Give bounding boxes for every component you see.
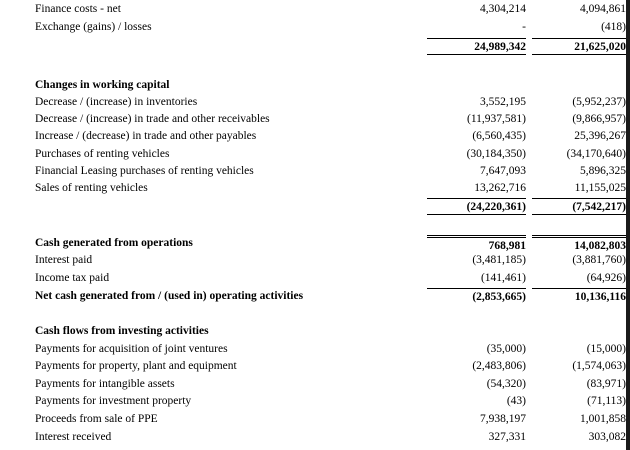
current-year-value (427, 323, 526, 340)
prior-year-value: 4,094,861 (580, 3, 626, 15)
row-label: Sales of renting vehicles (35, 182, 148, 194)
prior-year-value: (15,000) (586, 343, 626, 355)
row-label: Interest received (35, 431, 112, 443)
current-year-value: 4,304,214 (480, 3, 526, 15)
statement-row (0, 252, 630, 269)
current-year-value: - (522, 21, 526, 33)
prior-year-value (532, 323, 626, 340)
prior-year-value: 303,082 (588, 431, 626, 443)
row-label: Cash generated from operations (35, 237, 193, 249)
statement-row (0, 376, 630, 393)
current-year-value (427, 77, 526, 94)
current-year-value: 7,938,197 (480, 413, 526, 425)
prior-year-value: 14,082,803 (532, 235, 626, 252)
statement-row (0, 358, 630, 375)
prior-year-value: 11,155,025 (574, 182, 626, 194)
page-edge (626, 0, 630, 450)
current-year-value: (43) (506, 395, 526, 407)
current-year-value: 3,552,195 (480, 96, 526, 108)
row-label: Cash flows from investing activities (35, 325, 209, 337)
statement-row (0, 341, 630, 358)
prior-year-value: (34,170,640) (566, 148, 626, 160)
statement-row (0, 163, 630, 180)
prior-year-value: 5,896,325 (580, 165, 626, 177)
statement-row (0, 411, 630, 428)
row-label: Increase / (decrease) in trade and other payables (35, 130, 257, 142)
statement-row (0, 288, 630, 305)
row-label: Net cash generated from / (used in) operating activities (35, 290, 304, 302)
row-label: Financial Leasing purchases of renting vehicles (35, 165, 254, 177)
current-year-value: (24,220,361) (427, 198, 526, 215)
row-label: Interest paid (35, 254, 93, 266)
statement-row (0, 393, 630, 410)
row-label: Payments for property, plant and equipment (35, 360, 237, 372)
current-year-value: 768,981 (427, 235, 526, 252)
statement-row (0, 180, 630, 197)
row-label: Finance costs - net (35, 3, 121, 15)
current-year-value: (3,481,185) (472, 254, 526, 266)
statement-row (0, 323, 630, 340)
current-year-value: 7,647,093 (480, 165, 526, 177)
current-year-value: (35,000) (486, 343, 526, 355)
prior-year-value: (71,113) (587, 395, 626, 407)
prior-year-value: 1,001,858 (580, 413, 626, 425)
current-year-value: (54,320) (486, 378, 526, 390)
row-label: Decrease / (increase) in inventories (35, 96, 198, 108)
current-year-value: (11,937,581) (467, 113, 526, 125)
prior-year-value: 21,625,020 (532, 38, 626, 55)
statement-row (0, 1, 630, 18)
row-label: Payments for intangible assets (35, 378, 175, 390)
row-label: Exchange (gains) / losses (35, 21, 152, 33)
prior-year-value: (9,866,957) (572, 113, 626, 125)
statement-row (0, 38, 630, 55)
current-year-value: 327,331 (488, 431, 526, 443)
statement-row (0, 198, 630, 215)
statement-row (0, 235, 630, 252)
row-label: Changes in working capital (35, 79, 170, 91)
prior-year-value: (1,574,063) (572, 360, 626, 372)
current-year-value: 24,989,342 (427, 38, 526, 55)
prior-year-value: (418) (601, 21, 626, 33)
statement-row (0, 111, 630, 128)
row-label: Payments for investment property (35, 395, 192, 407)
prior-year-value: 10,136,116 (532, 288, 626, 305)
statement-row (0, 94, 630, 111)
statement-row (0, 146, 630, 163)
statement-row (0, 77, 630, 94)
current-year-value: (141,461) (480, 272, 526, 284)
prior-year-value: 25,396,267 (574, 130, 626, 142)
row-label: Decrease / (increase) in trade and other receivables (35, 113, 270, 125)
prior-year-value: (83,971) (586, 378, 626, 390)
statement-row (0, 270, 630, 287)
prior-year-value: (7,542,217) (532, 198, 626, 215)
current-year-value: 13,262,716 (474, 182, 526, 194)
row-label: Proceeds from sale of PPE (35, 413, 158, 425)
prior-year-value: (5,952,237) (572, 96, 626, 108)
current-year-value: (2,483,806) (472, 360, 526, 372)
prior-year-value (532, 77, 626, 94)
statement-row (0, 429, 630, 446)
row-label: Income tax paid (35, 272, 110, 284)
row-label: Payments for acquisition of joint ventures (35, 343, 228, 355)
current-year-value: (2,853,665) (427, 288, 526, 305)
current-year-value: (6,560,435) (472, 130, 526, 142)
statement-row (0, 128, 630, 145)
prior-year-value: (3,881,760) (572, 254, 626, 266)
current-year-value: (30,184,350) (466, 148, 526, 160)
prior-year-value: (64,926) (586, 272, 626, 284)
statement-row (0, 19, 630, 36)
row-label: Purchases of renting vehicles (35, 148, 170, 160)
